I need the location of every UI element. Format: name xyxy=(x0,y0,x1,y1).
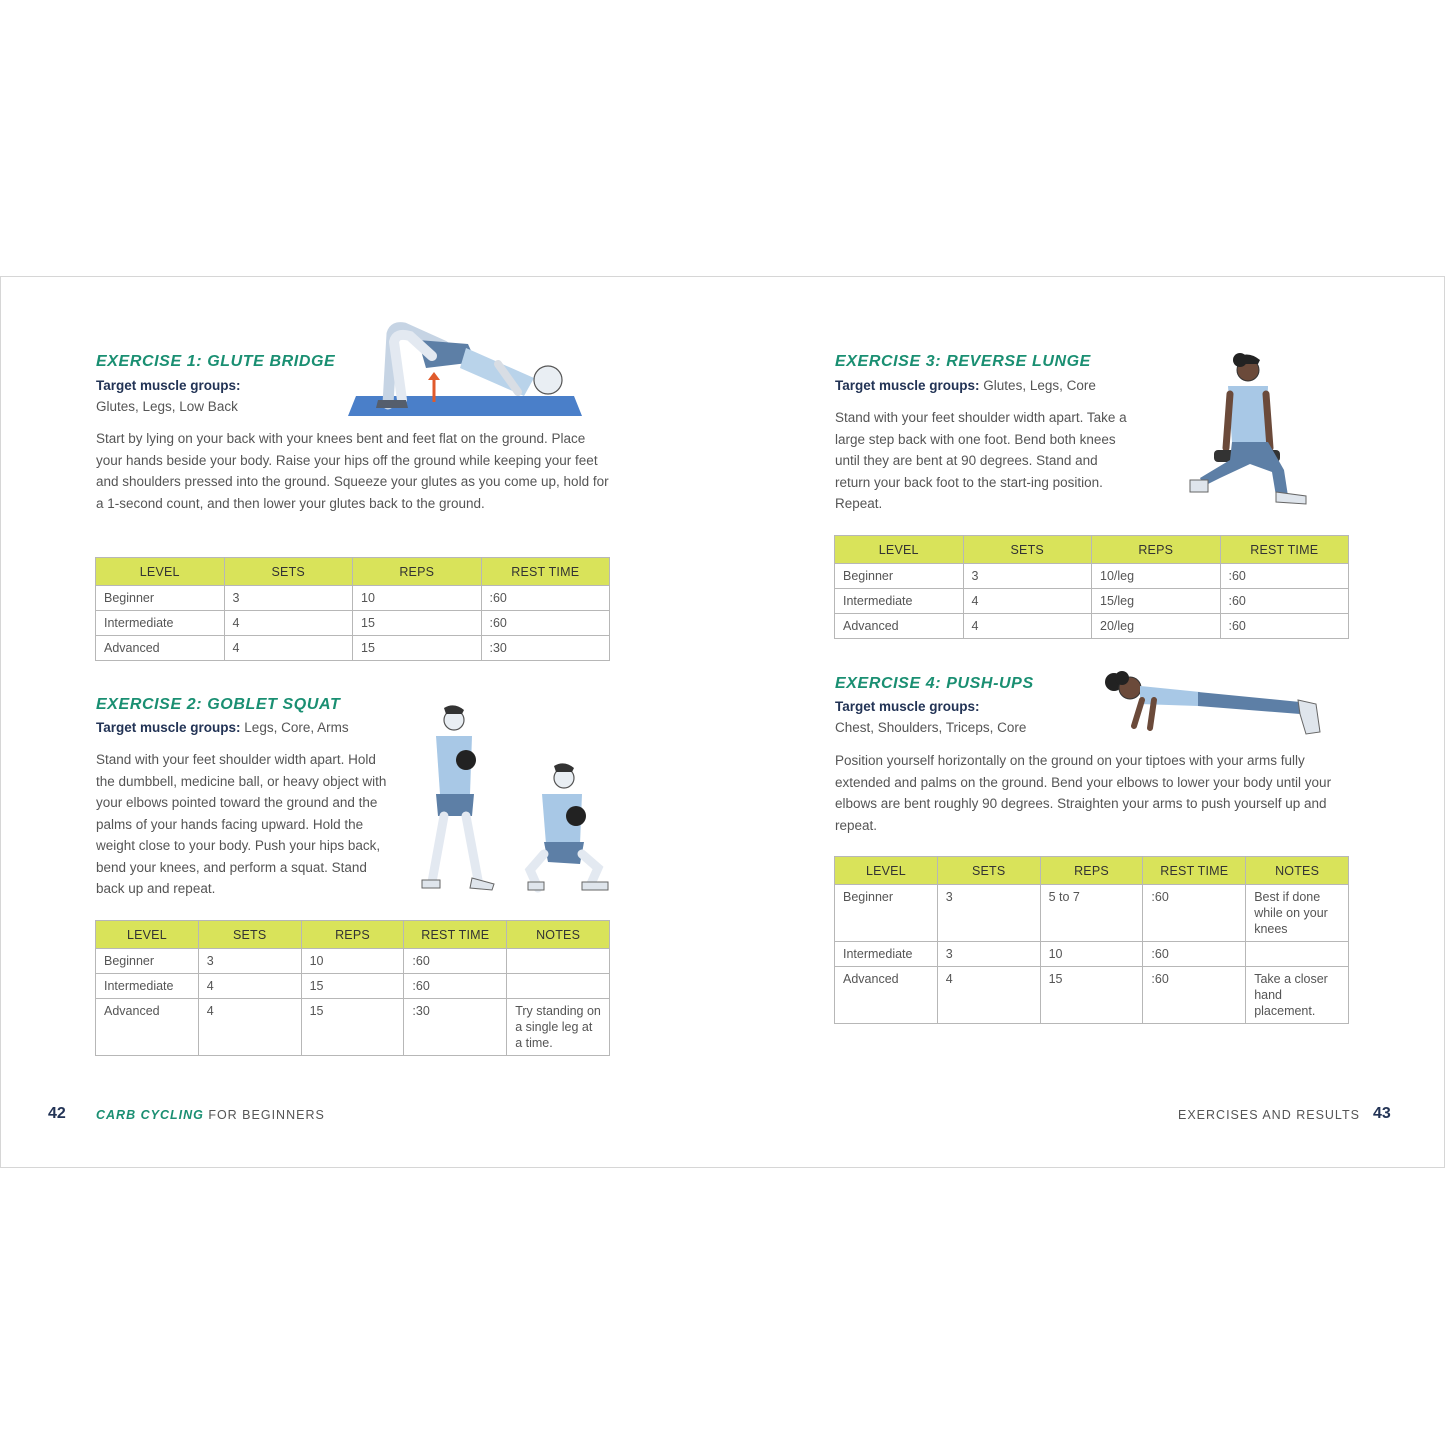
table-header: NOTES xyxy=(507,921,610,949)
table-cell: :60 xyxy=(1143,885,1246,942)
table-cell: 4 xyxy=(224,611,353,636)
table-header: REST TIME xyxy=(1220,536,1349,564)
table-cell: :60 xyxy=(404,974,507,999)
table-cell: :30 xyxy=(404,999,507,1056)
table-cell: Advanced xyxy=(835,614,964,639)
table-cell: 20/leg xyxy=(1092,614,1221,639)
exercise-3-target xyxy=(835,375,1155,396)
page-number-left: 42 xyxy=(48,1105,66,1122)
table-cell: Beginner xyxy=(96,586,225,611)
table-header: SETS xyxy=(937,857,1040,885)
table-cell: Beginner xyxy=(96,949,199,974)
table-header: LEVEL xyxy=(835,857,938,885)
goblet-squat-illustration xyxy=(418,704,613,894)
table-row xyxy=(835,564,1349,589)
table-cell: :60 xyxy=(1220,589,1349,614)
table-row xyxy=(835,942,1349,967)
exercise-3-title: EXERCISE 3: REVERSE LUNGE xyxy=(835,353,1091,370)
table-row xyxy=(835,967,1349,1024)
table-cell: :60 xyxy=(1220,614,1349,639)
table-header: REPS xyxy=(353,558,482,586)
table-header-row xyxy=(835,857,1349,885)
table-row xyxy=(96,949,610,974)
exercise-4-table xyxy=(834,856,1349,1024)
table-header: LEVEL xyxy=(96,558,225,586)
table-cell: 3 xyxy=(198,949,301,974)
table-cell: :60 xyxy=(481,586,610,611)
table-cell xyxy=(507,949,610,974)
table-row xyxy=(835,885,1349,942)
table-cell: 5 to 7 xyxy=(1040,885,1143,942)
table-cell: Beginner xyxy=(835,885,938,942)
table-header: SETS xyxy=(963,536,1092,564)
table-cell: 4 xyxy=(963,614,1092,639)
table-cell: 3 xyxy=(224,586,353,611)
table-cell: 3 xyxy=(937,942,1040,967)
reverse-lunge-illustration xyxy=(1180,350,1320,510)
table-cell: 15/leg xyxy=(1092,589,1221,614)
push-up-illustration xyxy=(1100,664,1326,742)
table-cell: 4 xyxy=(224,636,353,661)
exercise-4-description: Position yourself horizontally on the ground on your tiptoes with your arms fully extended and palms on the ground. Bend your elbows to lower your body until your elbows are bent roughly 90 degrees. Straighten your arms to push yourself up and repeat. xyxy=(835,753,1332,833)
table-header-row xyxy=(96,558,610,586)
table-cell: Advanced xyxy=(96,636,225,661)
table-cell: Intermediate xyxy=(96,611,225,636)
table-header-row xyxy=(96,921,610,949)
table-header: REPS xyxy=(301,921,404,949)
table-row xyxy=(96,586,610,611)
table-cell: Advanced xyxy=(835,967,938,1024)
table-header: REPS xyxy=(1040,857,1143,885)
exercise-3-target-label: Target muscle groups: xyxy=(835,378,980,393)
glute-bridge-illustration xyxy=(348,322,584,418)
table-row xyxy=(835,614,1349,639)
table-header: LEVEL xyxy=(96,921,199,949)
table-cell: 15 xyxy=(301,974,404,999)
table-cell: Intermediate xyxy=(835,942,938,967)
table-cell: :60 xyxy=(404,949,507,974)
exercise-2-title: EXERCISE 2: GOBLET SQUAT xyxy=(96,696,341,713)
exercise-1-table xyxy=(95,557,610,661)
table-row xyxy=(96,999,610,1056)
exercise-3-target-value: Glutes, Legs, Core xyxy=(983,378,1096,393)
table-cell: 3 xyxy=(963,564,1092,589)
exercise-1-description: Start by lying on your back with your knees bent and feet flat on the ground. Place your hands beside your body. Raise your hips off the ground while keeping your feet and shoulders pressed into the ground. Squeeze your glutes as you come up, hold for a 1-second count, and then lower your glutes back to the ground. xyxy=(96,431,609,511)
table-cell: Try standing on a single leg at a time. xyxy=(507,999,610,1056)
table-cell: :60 xyxy=(1220,564,1349,589)
exercise-1-target xyxy=(96,375,336,417)
exercise-4-target-label: Target muscle groups: xyxy=(835,699,980,714)
table-cell: 15 xyxy=(353,611,482,636)
table-cell: 10 xyxy=(301,949,404,974)
table-cell: 4 xyxy=(937,967,1040,1024)
table-cell xyxy=(1246,942,1349,967)
exercise-1-target-label: Target muscle groups: xyxy=(96,378,241,393)
table-header: REPS xyxy=(1092,536,1221,564)
table-cell: Advanced xyxy=(96,999,199,1056)
table-cell: 15 xyxy=(301,999,404,1056)
table-cell: Beginner xyxy=(835,564,964,589)
table-header: NOTES xyxy=(1246,857,1349,885)
exercise-2-target xyxy=(96,717,406,738)
table-header: REST TIME xyxy=(1143,857,1246,885)
table-cell: Best if done while on your knees xyxy=(1246,885,1349,942)
table-cell: 4 xyxy=(963,589,1092,614)
table-cell: 4 xyxy=(198,974,301,999)
table-header: SETS xyxy=(224,558,353,586)
exercise-2-target-value: Legs, Core, Arms xyxy=(244,720,349,735)
table-cell: 10 xyxy=(353,586,482,611)
exercise-4-title: EXERCISE 4: PUSH-UPS xyxy=(835,675,1034,692)
exercise-4-target xyxy=(835,696,1095,738)
exercise-2-target-label: Target muscle groups: xyxy=(96,720,241,735)
table-cell: :60 xyxy=(1143,967,1246,1024)
running-footer-rest: FOR BEGINNERS xyxy=(208,1108,325,1122)
table-cell xyxy=(507,974,610,999)
exercise-2-table xyxy=(95,920,610,1056)
table-cell: Intermediate xyxy=(835,589,964,614)
table-cell: :60 xyxy=(1143,942,1246,967)
table-header: SETS xyxy=(198,921,301,949)
table-cell: Take a closer hand placement. xyxy=(1246,967,1349,1024)
table-cell: 4 xyxy=(198,999,301,1056)
page-number-right: 43 xyxy=(1373,1105,1391,1122)
exercise-2-description: Stand with your feet shoulder width apart. Hold the dumbbell, medicine ball, or heavy object with your elbows pointed toward the ground and the palms of your hands facing upward. Hold the weight close to your body. Push your hips back, bend your knees, and perform a squat. Stand back up and repeat. xyxy=(96,752,387,896)
table-header-row xyxy=(835,536,1349,564)
table-header: REST TIME xyxy=(481,558,610,586)
running-footer-left xyxy=(96,1108,325,1122)
exercise-1-target-value: Glutes, Legs, Low Back xyxy=(96,399,238,414)
table-header: REST TIME xyxy=(404,921,507,949)
table-cell: :30 xyxy=(481,636,610,661)
table-cell: :60 xyxy=(481,611,610,636)
running-footer-right: EXERCISES AND RESULTS xyxy=(1178,1108,1360,1122)
table-cell: 3 xyxy=(937,885,1040,942)
table-row xyxy=(96,611,610,636)
exercise-3-description: Stand with your feet shoulder width apart. Take a large step back with one foot. Bend both knees until they are bent at 90 degrees. Stand and return your back foot to the start-ing position. Repeat. xyxy=(835,410,1127,511)
table-row xyxy=(96,974,610,999)
exercise-3-table xyxy=(834,535,1349,639)
table-row xyxy=(96,636,610,661)
exercise-4-target-value: Chest, Shoulders, Triceps, Core xyxy=(835,720,1027,735)
table-cell: 15 xyxy=(1040,967,1143,1024)
exercise-1-title: EXERCISE 1: GLUTE BRIDGE xyxy=(96,353,336,370)
table-cell: 10/leg xyxy=(1092,564,1221,589)
table-row xyxy=(835,589,1349,614)
table-header: LEVEL xyxy=(835,536,964,564)
table-cell: 10 xyxy=(1040,942,1143,967)
table-cell: 15 xyxy=(353,636,482,661)
table-cell: Intermediate xyxy=(96,974,199,999)
running-footer-accent: CARB CYCLING xyxy=(96,1108,204,1122)
